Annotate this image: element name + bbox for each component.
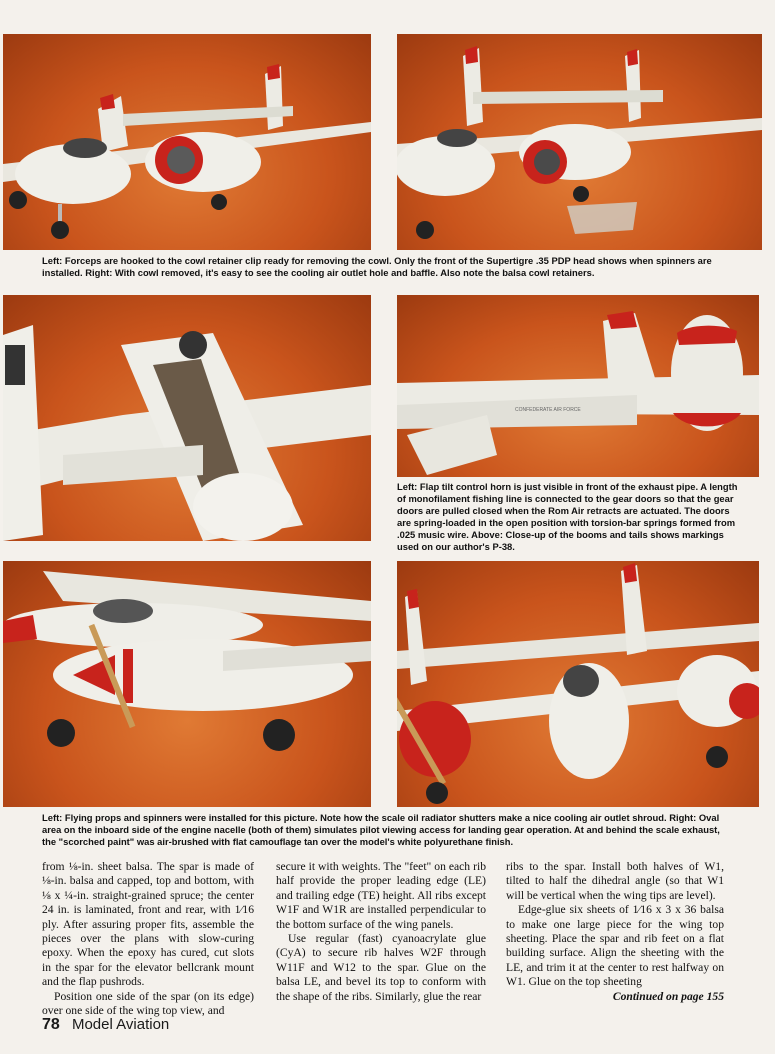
photo-3-illustration xyxy=(3,295,371,541)
body-column-1 xyxy=(42,860,254,1018)
body-paragraph: secure it with weights. The "feet" on each rib half provide the proper leading edge (LE) and trailing edge (TE) height. All ribs except W1F and W1R are installed perpendicular to the bottom surface of the wing panels. xyxy=(276,860,486,931)
photo-props-side xyxy=(3,561,371,807)
continued-link[interactable]: Continued on page 155 xyxy=(612,989,724,1003)
photo-booms-tails xyxy=(397,295,759,477)
photo-6-illustration xyxy=(397,561,759,807)
photo-1-illustration xyxy=(3,34,371,250)
body-column-2 xyxy=(276,860,486,1004)
body-column-3 xyxy=(506,860,724,1004)
tail-marking-text: CONFEDERATE AIR FORCE xyxy=(515,407,581,413)
photo-nacelle-open xyxy=(3,295,371,541)
body-paragraph: from ⅛-in. sheet balsa. The spar is made of ⅛-in. balsa and capped, top and bottom, with ⅛ x ¼-in. straight-grained spruce; the center 24 in. is laminated, front and rear, with 1⁄16 ply. After assuring proper fits, assemble the pieces over the plans with slow-curing epoxy. When the epoxy has cured, cut slots in the spar for the elevator bellcrank mount and the flap pushrods. xyxy=(42,860,254,989)
photo-2-illustration xyxy=(397,34,762,250)
photo-4-illustration xyxy=(397,295,759,477)
photo-props-front xyxy=(397,561,759,807)
body-paragraph: Position one side of the spar (on its edge) over one side of the wing top view, and xyxy=(42,989,254,1018)
body-paragraph: Edge-glue six sheets of 1⁄16 x 3 x 36 balsa to make one large piece for the wing top sheeting. Place the spar and rib feet on a flat building surface. Align the sheeting with the LE, and trim it at the center to rest halfway on W1. Glue on the top sheeting xyxy=(506,903,724,989)
body-paragraph: Use regular (fast) cyanoacrylate glue (CyA) to secure rib halves W2F through W11F and W12 to the spar. Glue on the balsa LE, and bevel its top to conform with the shape of the ribs. Similarly, glue the rear xyxy=(276,932,486,1003)
photo-cowl-removed xyxy=(397,34,762,250)
page-number: 78 xyxy=(42,1016,60,1033)
body-paragraph: ribs to the spar. Install both halves of W1, tilted to half the dihedral angle (so that W1 will be vertical when the wing tips are level). xyxy=(506,860,724,902)
caption-bottom: Left: Flying props and spinners were installed for this picture. Note how the scale oil radiator shutters make a nice cooling air outlet shroud. Right: Oval area on the inboard side of the engine nacelle (both of them) simulates pilot viewing access for landing gear operation. At and behind the scale exhaust, the "scorched paint" was air-brushed with flat camouflage tan over the model's white polyurethane finish. xyxy=(42,812,720,847)
magazine-title: Model Aviation xyxy=(71,1016,170,1033)
caption-middle: Left: Flap tilt control horn is just visible in front of the exhaust pipe. A length of monofilament fishing line is connected to the gear doors so that the gear doors are pulled closed when the Rom Air retracts are actuated. The doors are spring-loaded in the open position with torsion-bar springs formed from .025 music wire. Above: Close-up of the booms and tails shows markings used on our author's P-38. xyxy=(397,481,738,552)
photo-5-illustration xyxy=(3,561,371,807)
page-footer xyxy=(42,1016,169,1034)
caption-top: Left: Forceps are hooked to the cowl retainer clip ready for removing the cowl. Only the front of the Supertigre .35 PDP head shows when spinners are installed. Right: With cowl removed, it's easy to see the cooling air outlet hole and baffle. Also note the balsa cowl retainers. xyxy=(42,255,712,278)
photo-cowl-forceps xyxy=(3,34,371,250)
